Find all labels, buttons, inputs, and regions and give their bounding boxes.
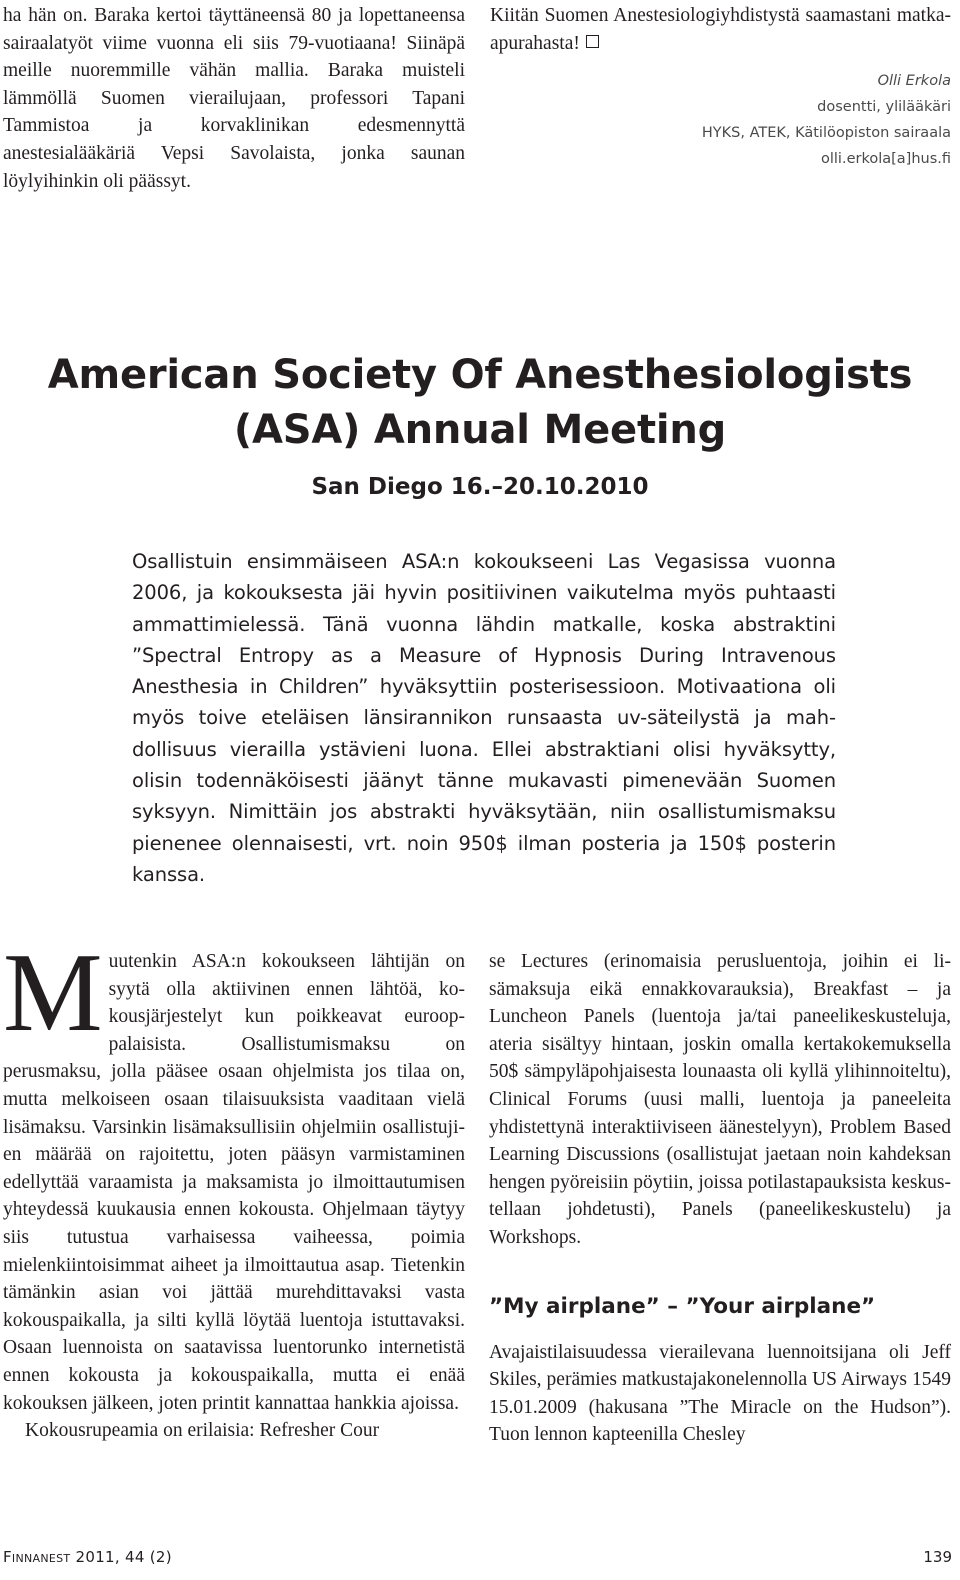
body-paragraph-text: uutenkin ASA:n kokoukseen lähtijän on syytä olla aktiivinen ennen lähtöä, kokousjärjestelyt kun poikkeavat eurooppalaisista. Osallistumismaksu on perusmaksu, jolla pääsee osaan ohjelmista jos tilaa on, mutta melkoiseen osaan tilaisuuksista vaaditaan vielä lisämaksu. Varsinkin lisämaksullisiin ohjelmiin osallistujien määrää on rajoitettu, joten pääsyn varmistaminen edellyttää varaamista ja maksamista jo ilmoittautumisen yhteydessä kuukausia ennen kokousta. Ohjelmaan täytyy siis tutustua varhaisessa vaiheessa, poimia mielenkiintoisimmat aiheet ja ilmoittautua asap. Tietenkin tämänkin asian voi jättää murehdittavaksi vasta kokouspaikalla, ja silti kyllä löytää luentoja istuttavaksi. Osaan luennoista on saatavissa luentorunko internetistä ennen kokousta ja kokouspaikalla, mutta ei enää kokouksen jälkeen, joten printit kannattaa hankkia ajoissa.: [3, 951, 465, 1414]
drop-cap: M: [3, 931, 103, 1055]
page-number: 139: [923, 1548, 952, 1566]
article-subtitle: San Diego 16.–20.10.2010: [311, 474, 649, 500]
article-title-line1: American Society Of Anesthesiologists: [47, 352, 913, 398]
author-affiliation: HYKS, ATEK, Kätilöopiston sairaala: [701, 125, 951, 142]
article-title-line2: (ASA) Annual Meeting: [233, 407, 727, 453]
author-title: dosentti, ylilääkäri: [817, 99, 951, 116]
article-intro: Osallistuin ensimmäiseen ASA:n kokoukseeni Las Vegasissa vuonna 2006, ja kokouksesta jäi hyvin positiivinen vaikutelma myös puhtaasti ammattimielessä. Tänä vuonna lähdin matkalle, koska abstraktini ”Spectral Entropy as a Measure of Hypnosis During Intravenous Anesthesia in Children” hyväksyttiin posterisessioon. Motivaationa oli myös toive eteläisen länsirannikon runsaasta uv-säteilystä ja mahdollisuus vierailla ystävieni luona. Ellei abstraktiani olisi hyväksytty, olisin todennäköisesti jäänyt tänne mukavasti pimenevään Suomen syksyyn. Nimittäin jos abstrakti hyväksytään, niin osallistumismaksu pienenee olennaisesti, vrt. noin 950$ ilman posteria ja 150$ posterin kanssa.: [132, 550, 836, 886]
section-heading: ”My airplane” – ”Your airplane”: [489, 1293, 876, 1319]
article-title: [0, 348, 960, 458]
acknowledgement: [490, 2, 951, 57]
body-paragraph-start: Kokousrupeamia on erilaisia: Refresher Cour: [25, 1420, 380, 1442]
body-paragraph-continued: se Lectures (erinomaisia perusluentoja, joihin ei lisämaksuja eikä ennakkovarauksia), Breakfast – ja Luncheon Panels (luentoja ja/tai paneelikeskusteluja, ateria sisältyy hintaan, joskin omalla kertakokemuksella 50$ sämpyläpohjaisesta lounaasta oli kyllä ylihinnoiteltu), Clinical Forums (uusi malli, luentoja ja paneeleita yhdistettynä interaktiiviseen äänestelyyn), Problem Based Learning Discussions (osallistujat jaetaan noin kahdeksan hengen pyöreisiin pöytiin, joissa potilastapauksista keskustellaan johdetusti), Panels (paneelikeskustelu) ja Workshops.: [489, 951, 951, 1248]
section-paragraph: Avajaistilaisuudessa vierailevana luennoitsijana oli Jeff Skiles, perämies matkustajakonelennolla US Airways 1549 15.01.2009 (hakusana ”The Miracle on the Hudson”). Tuon lennon kapteenilla Chesley: [489, 1341, 951, 1446]
body-column-right: [489, 948, 951, 1449]
author-signature: [490, 68, 951, 172]
previous-article-paragraph: ha hän on. Baraka kertoi täyttäneensä 80 ja lopettaneensa sairaalatyöt viime vuonna eli siis 79-vuotiaana! Siinäpä meille nuoremmille vähän mallia. Baraka muisteli lämmöllä Suomen vierailujaan, professori Tapani Tammistoa ja korvaklinikan edesmennyttä anestesialääkäriä Vepsi Savolaista, jonka saunan löylyihinkin oli päässyt.: [3, 5, 465, 192]
previous-article-ending: [3, 2, 465, 195]
author-name: Olli Erkola: [877, 73, 951, 90]
author-email: olli.erkola[a]hus.fi: [821, 151, 951, 168]
body-column-left: [3, 931, 465, 1445]
previous-article-closing: [490, 2, 951, 172]
acknowledgement-text: Kiitän Suomen Anestesiologiyhdistystä saamastani matka-apurahasta!: [490, 5, 951, 54]
body-paragraph: [3, 931, 465, 1417]
end-mark-icon: [586, 35, 599, 48]
journal-footer: Finnanest 2011, 44 (2): [3, 1548, 172, 1566]
